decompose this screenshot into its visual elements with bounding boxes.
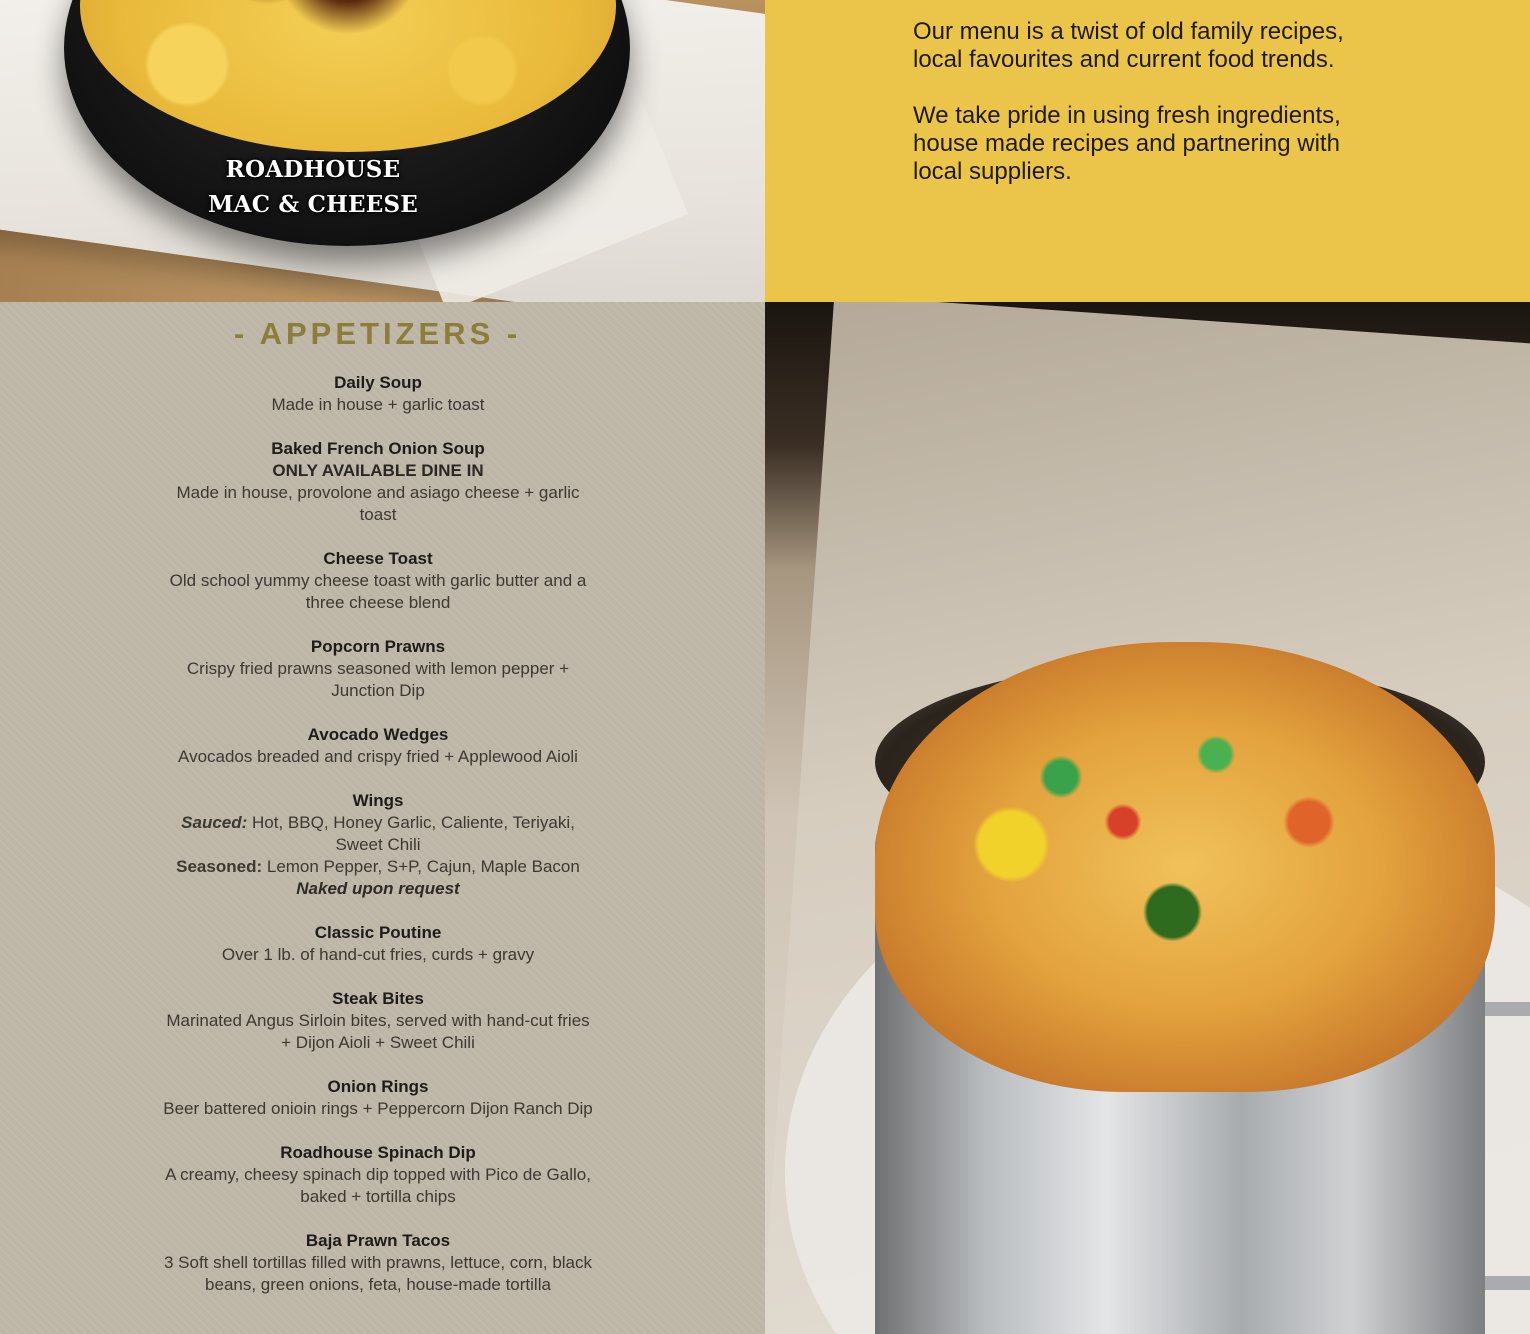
item-name: Baja Prawn Tacos: [305, 1231, 451, 1250]
intro-panel: [765, 0, 1530, 302]
intro-paragraph-1: Our menu is a twist of old family recipes, local favourites and current food trends.: [913, 18, 1344, 73]
menu-item-classic-poutine: [160, 922, 596, 966]
menu-item-wings: [160, 790, 596, 900]
item-name: Classic Poutine: [314, 923, 442, 942]
item-description: Avocados breaded and crispy fried + Applewood Aioli: [178, 747, 578, 766]
item-name: Avocado Wedges: [307, 725, 449, 744]
nachos-image: [765, 302, 1530, 1334]
menu-item-spinach-dip: [160, 1142, 596, 1208]
item-description: Crispy fried prawns seasoned with lemon pepper + Junction Dip: [186, 659, 570, 700]
item-name: Cheese Toast: [323, 549, 433, 568]
item-description: 3 Soft shell tortillas filled with prawns, lettuce, corn, black beans, green onions, feta, house-made tortilla: [163, 1253, 593, 1294]
seasoned-label: Seasoned:: [176, 857, 263, 876]
menu-item-daily-soup: [160, 372, 596, 416]
appetizers-menu: [0, 302, 765, 1334]
item-name: Wings: [352, 791, 404, 810]
menu-item-french-onion-soup: [160, 438, 596, 526]
dish-label-line2: MAC & CHEESE: [207, 191, 419, 218]
item-description: Old school yummy cheese toast with garlic butter and a three cheese blend: [169, 571, 587, 612]
sauced-label: Sauced:: [181, 813, 248, 832]
nacho-chips: [875, 642, 1495, 1092]
item-note: ONLY AVAILABLE DINE IN: [272, 461, 484, 480]
item-description: Marinated Angus Sirloin bites, served with hand-cut fries + Dijon Aioli + Sweet Chili: [166, 1011, 590, 1052]
item-name: Roadhouse Spinach Dip: [280, 1143, 476, 1162]
wings-sauced-line: [160, 812, 596, 856]
menu-item-steak-bites: [160, 988, 596, 1054]
item-description: A creamy, cheesy spinach dip topped with Pico de Gallo, baked + tortilla chips: [165, 1165, 591, 1206]
item-description: Made in house, provolone and asiago cheese + garlic toast: [176, 483, 580, 524]
item-name: Daily Soup: [334, 373, 422, 392]
sauced-options: Hot, BBQ, Honey Garlic, Caliente, Teriyaki, Sweet Chili: [252, 813, 575, 854]
naked-note: Naked upon request: [296, 879, 460, 898]
intro-paragraph-2: We take pride in using fresh ingredients, house made recipes and partnering with local suppliers.: [913, 102, 1341, 185]
item-name: Popcorn Prawns: [310, 637, 446, 656]
item-name: Steak Bites: [332, 989, 424, 1008]
menu-item-baja-prawn-tacos: [160, 1230, 596, 1296]
item-name: Onion Rings: [327, 1077, 429, 1096]
appetizers-title: - APPETIZERS -: [233, 316, 522, 351]
menu-item-popcorn-prawns: [160, 636, 596, 702]
item-description: Over 1 lb. of hand-cut fries, curds + gravy: [221, 945, 535, 964]
item-description: Beer battered onioin rings + Peppercorn Dijon Ranch Dip: [163, 1099, 593, 1118]
item-description: Made in house + garlic toast: [271, 395, 485, 414]
menu-item-onion-rings: [160, 1076, 596, 1120]
wings-seasoned-line: [160, 856, 596, 878]
dish-label-line1: ROADHOUSE: [225, 156, 401, 183]
item-name: Baked French Onion Soup: [271, 439, 485, 458]
dish-label: [200, 152, 426, 222]
menu-item-avocado-wedges: [160, 724, 596, 768]
seasoned-options: Lemon Pepper, S+P, Cajun, Maple Bacon: [266, 857, 580, 876]
mac-and-cheese-image: [0, 0, 765, 302]
appetizers-list: [160, 372, 596, 1318]
menu-item-cheese-toast: [160, 548, 596, 614]
